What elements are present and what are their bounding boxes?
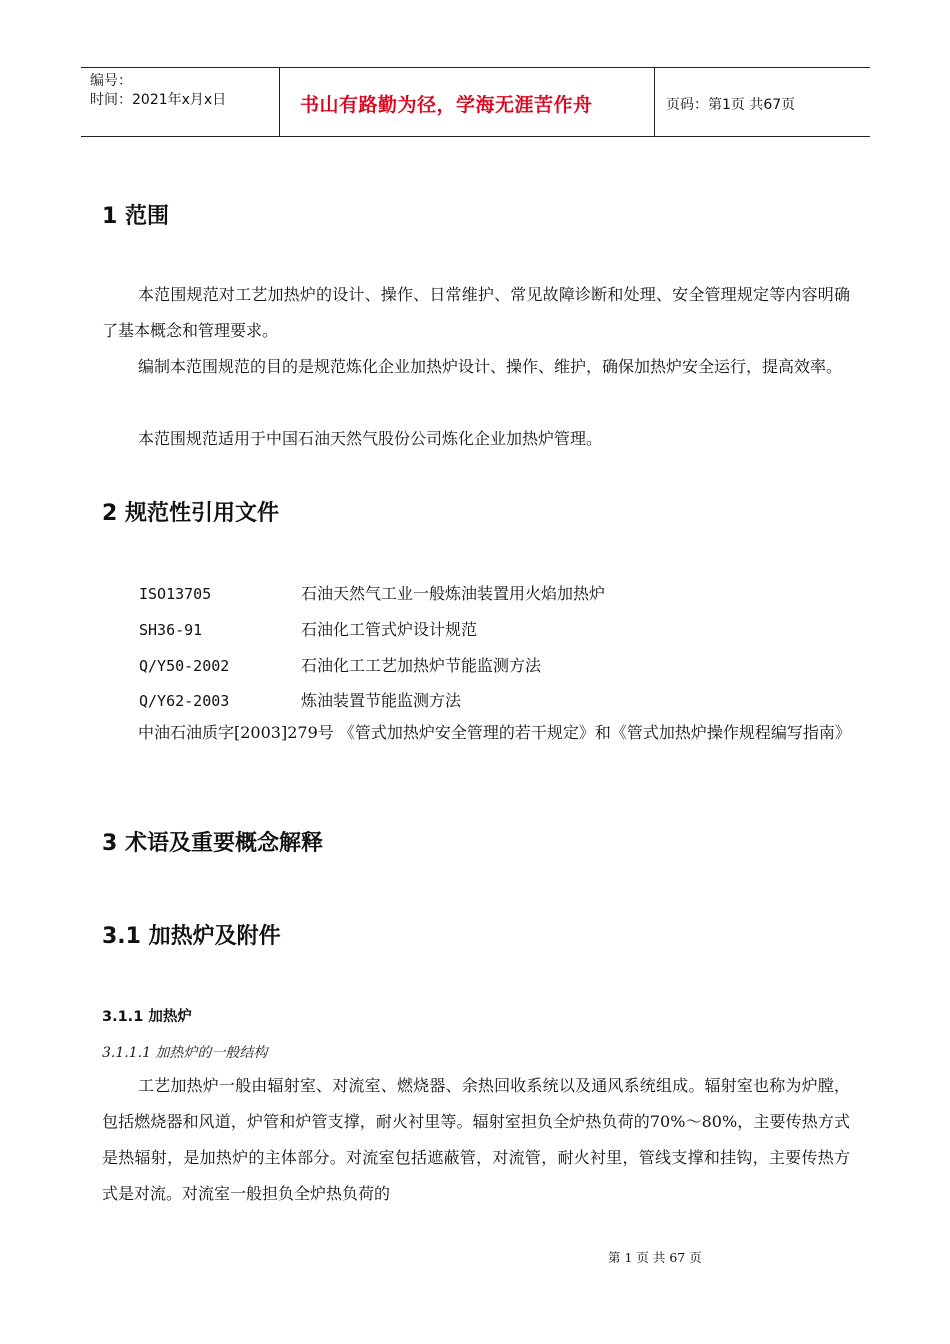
- section-1-paragraph-3: 本范围规范适用于中国石油天然气股份公司炼化企业加热炉管理。: [138, 429, 603, 448]
- section-2-title: 2 规范性引用文件: [102, 501, 279, 526]
- time-label: 时间：2021年x月x日: [90, 92, 227, 108]
- reference-code: ISO13705: [139, 585, 212, 603]
- reference-code: Q/Y62-2003: [139, 692, 230, 710]
- section-3-1-title: 3.1 加热炉及附件: [102, 924, 281, 949]
- reference-item: [139, 653, 541, 676]
- document-header: [81, 67, 870, 137]
- reference-extra: 中油石油质字[2003]279号 《管式加热炉安全管理的若干规定》和《管式加热炉操作规程编写指南》: [138, 723, 851, 742]
- reference-item: [139, 688, 461, 711]
- reference-code: SH36-91: [139, 621, 203, 639]
- page-footer: 第 1 页 共 67 页: [608, 1250, 702, 1265]
- section-3-title: 3 术语及重要概念解释: [102, 831, 323, 856]
- motto-text: 书山有路勤为径，学海无涯苦作舟: [300, 94, 593, 116]
- page-info: 页码：第1页 共67页: [666, 97, 796, 113]
- reference-code: Q/Y50-2002: [139, 657, 230, 675]
- section-1-paragraph-2: 编制本范围规范的目的是规范炼化企业加热炉设计、操作、维护，确保加热炉安全运行，提高效率。: [138, 357, 843, 376]
- header-motto-cell: [280, 68, 655, 136]
- section-3-1-1-1-title: 3.1.1.1 加热炉的一般结构: [102, 1045, 268, 1061]
- header-page-cell: [655, 68, 870, 136]
- number-label: 编号：: [90, 73, 132, 89]
- reference-name: 石油化工管式炉设计规范: [301, 620, 478, 639]
- section-1-paragraph-1: 本范围规范对工艺加热炉的设计、操作、日常维护、常见故障诊断和处理、安全管理规定等内容明确了基本概念和管理要求。: [102, 285, 850, 340]
- reference-name: 石油化工工艺加热炉节能监测方法: [301, 656, 542, 675]
- section-3-1-1-title: 3.1.1 加热炉: [102, 1009, 192, 1025]
- reference-item: [139, 617, 477, 640]
- section-1-title: 1 范围: [102, 204, 169, 229]
- reference-name: 炼油装置节能监测方法: [301, 691, 462, 710]
- header-meta-cell: [81, 68, 280, 136]
- section-3-paragraph-1: 工艺加热炉一般由辐射室、对流室、燃烧器、余热回收系统以及通风系统组成。辐射室也称为炉膛，包括燃烧器和风道，炉管和炉管支撑，耐火衬里等。辐射室担负全炉热负荷的70%～80%，主要传热方式是热辐射，是加热炉的主体部分。对流室包括遮蔽管，对流管，耐火衬里，管线支撑和挂钩，主要传热方式是对流。对流室一般担负全炉热负荷的: [102, 1076, 850, 1203]
- reference-item: [139, 581, 605, 604]
- reference-name: 石油天然气工业一般炼油装置用火焰加热炉: [301, 584, 606, 603]
